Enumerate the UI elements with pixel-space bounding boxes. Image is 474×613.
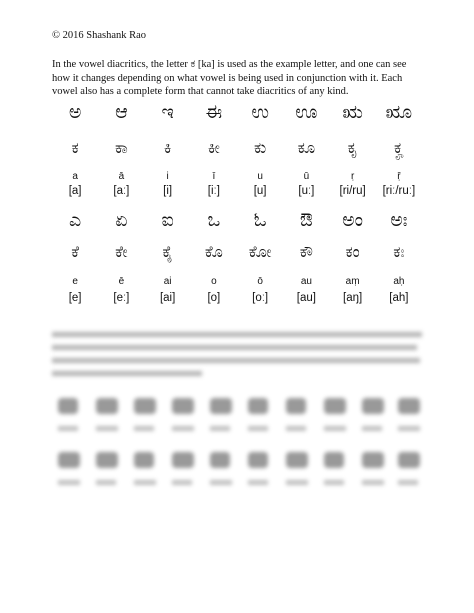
romanization-cell: aḥ (393, 276, 405, 287)
romanization-cell: aṃ (345, 276, 360, 287)
romanization-cell: ṝ (397, 171, 401, 182)
vowel-cell: ಋ (342, 101, 363, 123)
romanization-cell: ū (303, 171, 310, 182)
ka-form-cell: ಕೈ (162, 242, 173, 261)
romanization-cell: ai (163, 276, 172, 287)
ka-form-cell: ಕೀ (207, 138, 220, 157)
intro-paragraph: In the vowel diacritics, the letter ಕ [ka] is used as the example letter, and one can see how it changes depending on what vowel is being used in conjunction with it. Each vowel also has a complete form that cannot take diacritics of any kind. (52, 59, 407, 97)
ipa-cell: [iː] (207, 185, 220, 197)
romanization-cell: u (257, 171, 263, 182)
romanization-row-2 (52, 276, 422, 288)
romanization-cell: ṛ (350, 171, 355, 182)
vowel-cell: ಇ (161, 101, 174, 123)
vowel-cell: ಊ (295, 101, 318, 123)
ka-form-cell: ಕೌ (299, 242, 313, 261)
ka-form-cell: ಕೃ (347, 138, 358, 157)
vowel-cell: ಎ (69, 209, 82, 231)
ipa-cell: [e] (68, 292, 82, 304)
romanization-cell: a (72, 171, 78, 182)
vowel-row-2 (52, 208, 422, 232)
romanization-cell: i (166, 171, 169, 182)
ka-form-cell: ಕೊ (204, 242, 223, 261)
blurred-text-lines (52, 328, 424, 384)
ipa-row-2 (52, 290, 422, 306)
ka-form-cell: ಕಃ (393, 242, 405, 261)
vowel-row-1 (52, 100, 422, 124)
ipa-cell: [ri/ru] (339, 185, 366, 197)
ipa-cell: [aŋ] (343, 292, 363, 304)
ipa-cell: [i] (163, 185, 173, 197)
vowel-cell: ಆ (115, 101, 128, 123)
ka-form-row-1 (52, 137, 422, 159)
ipa-cell: [riː/ruː] (382, 185, 416, 197)
ka-form-cell: ಕಾ (114, 138, 128, 157)
ka-form-cell: ಕೇ (115, 242, 128, 261)
vowel-cell: ಐ (161, 209, 174, 231)
ipa-cell: [a] (68, 185, 82, 197)
ipa-cell: [au] (296, 292, 316, 304)
romanization-cell: ī (212, 171, 216, 182)
vowel-cell: ಅಃ (390, 209, 408, 231)
romanization-cell: ā (118, 171, 125, 182)
blurred-consonant-row-1 (52, 396, 424, 444)
ka-form-cell: ಕು (253, 138, 267, 157)
romanization-cell: o (211, 276, 217, 287)
blurred-consonant-row-2 (52, 450, 424, 498)
romanization-cell: ē (118, 276, 125, 287)
romanization-cell: e (72, 276, 78, 287)
vowel-cell: ಅ (68, 101, 82, 123)
romanization-row-1 (52, 171, 422, 183)
romanization-cell: au (300, 276, 312, 287)
blurred-glyph-row (52, 396, 424, 440)
ipa-cell: [eː] (113, 292, 130, 304)
ipa-cell: [oː] (252, 292, 269, 304)
romanization-cell: ō (257, 276, 263, 287)
vowel-cell: ಈ (205, 101, 223, 123)
ka-form-row-2 (52, 241, 422, 263)
vowel-cell: ಔ (299, 209, 313, 231)
vowel-cell: ಉ (251, 101, 269, 123)
copyright-notice: © 2016 Shashank Rao (52, 30, 147, 41)
ka-form-cell: ಕೂ (297, 138, 316, 157)
vowel-cell: ಒ (207, 209, 221, 231)
vowel-cell: ಅಂ (342, 209, 364, 231)
ka-form-cell: ಕಿ (163, 138, 172, 157)
ipa-cell: [ah] (389, 292, 409, 304)
vowel-cell: ಓ (253, 209, 267, 231)
vowel-cell: ಏ (115, 209, 128, 231)
ka-form-cell: ಕೆ (71, 242, 80, 261)
ipa-cell: [uː] (298, 185, 315, 197)
vowel-cell: ೠ (385, 101, 413, 123)
ipa-cell: [u] (253, 185, 267, 197)
ipa-cell: [ai] (159, 292, 176, 304)
ipa-cell: [o] (207, 292, 221, 304)
blurred-glyph-row (52, 450, 424, 494)
ka-form-cell: ಕೋ (248, 242, 272, 261)
blurred-paragraph (52, 328, 424, 388)
ka-form-cell: ಕ (71, 138, 79, 157)
ka-form-cell: ಕೄ (394, 138, 404, 157)
ipa-row-1 (52, 183, 422, 199)
ipa-cell: [aː] (113, 185, 130, 197)
ka-form-cell: ಕಂ (345, 242, 360, 261)
